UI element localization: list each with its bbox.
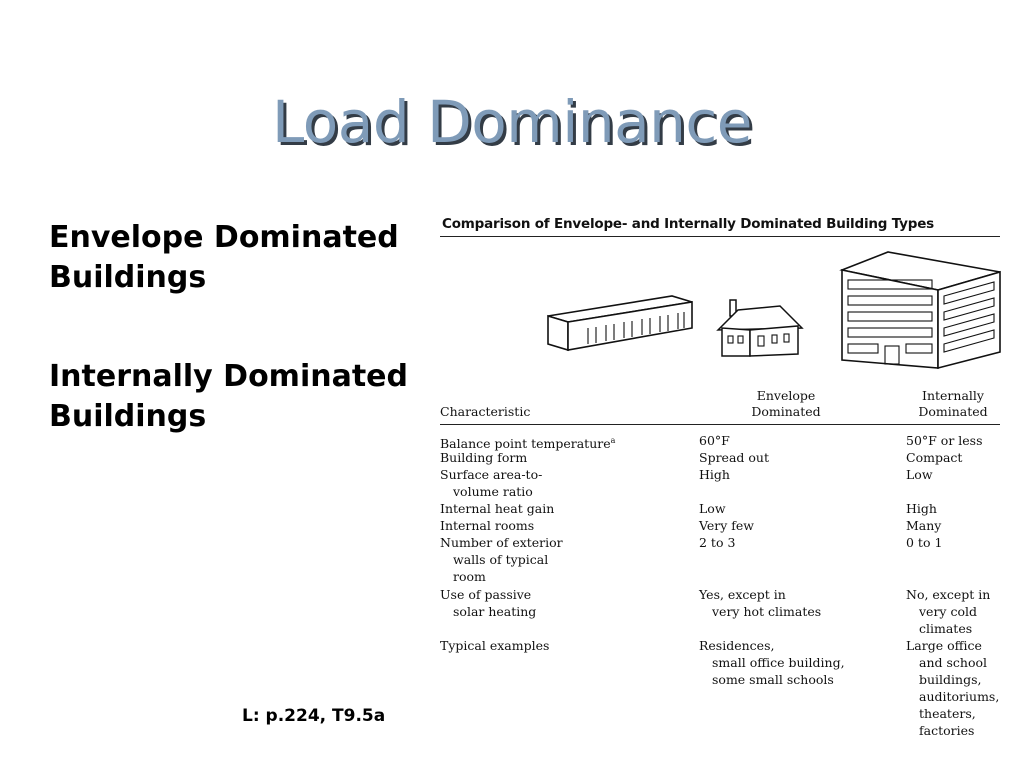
bullet-envelope-dominated: Envelope Dominated Buildings: [49, 220, 399, 295]
table-cell-c0: [440, 637, 680, 654]
cell-line: Spread out: [699, 450, 769, 465]
table-cell-c1: [699, 534, 899, 551]
cell-line: Large office: [906, 638, 982, 653]
table-cell-c1: [699, 637, 899, 688]
table-cell-c1: [699, 466, 899, 483]
table-cell-c2: [906, 517, 1016, 534]
building-illustrations: [438, 212, 1008, 372]
cell-line: auditoriums,: [919, 689, 1000, 704]
cell-line: No, except in: [906, 587, 991, 602]
cell-line: room: [453, 569, 486, 584]
bullet-internally-dominated: Internally Dominated Buildings: [49, 359, 408, 434]
table-cell-c2: [906, 466, 1016, 483]
cell-line: Many: [906, 518, 942, 533]
header-internal: [898, 388, 1008, 420]
reference-citation: L: p.224, T9.5a: [242, 706, 386, 726]
cell-line: and school: [919, 655, 987, 670]
cell-line: Very few: [699, 518, 755, 533]
cell-line: climates: [919, 621, 973, 636]
table-cell-c0: [440, 586, 680, 620]
table-cell-c1: [699, 500, 899, 517]
cell-line: High: [699, 467, 730, 482]
header-internal-line1: Internally: [922, 388, 984, 403]
cell-line: Building form: [440, 450, 528, 465]
table-cell-c0: [440, 534, 680, 585]
cell-line: Yes, except in: [699, 587, 786, 602]
table-cell-c1: [699, 449, 899, 466]
header-characteristic: Characteristic: [440, 404, 531, 419]
cell-line: Compact: [906, 450, 963, 465]
cell-line: some small schools: [712, 672, 834, 687]
slide-title: Load Dominance: [272, 88, 752, 156]
table-cell-c0: [440, 517, 680, 534]
cell-line: Number of exterior: [440, 535, 563, 550]
table-cell-c1: [699, 432, 899, 449]
table-cell-c2: [906, 637, 1016, 739]
cell-line: very hot climates: [712, 604, 822, 619]
cell-line: Typical examples: [440, 638, 550, 653]
table-cell-c1: [699, 586, 899, 620]
table-cell-c2: [906, 500, 1016, 517]
cell-line: Residences,: [699, 638, 775, 653]
cell-line: Low: [906, 467, 933, 482]
table-cell-c2: [906, 586, 1016, 637]
cell-line: Internal rooms: [440, 518, 535, 533]
header-internal-line2: Dominated: [918, 404, 988, 419]
cell-line: buildings,: [919, 672, 982, 687]
header-envelope: [726, 388, 846, 420]
table-cell-c1: [699, 517, 899, 534]
cell-line: solar heating: [453, 604, 537, 619]
cell-line: 0 to 1: [906, 535, 943, 550]
house-drawing: [718, 300, 802, 356]
cell-line: Balance point temperature$^a$: [440, 436, 616, 452]
cell-line: walls of typical: [453, 552, 549, 567]
cell-line: Use of passive: [440, 587, 532, 602]
header-envelope-line1: Envelope: [756, 388, 816, 403]
header-envelope-line2: Dominated: [751, 404, 821, 419]
table-caption: Comparison of Envelope- and Internally Dominated Building Types: [442, 216, 935, 232]
cell-line: Surface area-to-: [440, 467, 543, 482]
low-building-drawing: [548, 296, 692, 350]
cell-line: small office building,: [712, 655, 845, 670]
office-block-drawing: [842, 252, 1000, 368]
cell-line: very cold: [919, 604, 977, 619]
footnote-marker: a: [610, 436, 616, 445]
table-cell-c2: [906, 449, 1016, 466]
header-rule: [440, 424, 1000, 425]
cell-line: 50°F or less: [906, 433, 983, 448]
cell-line: 60°F: [699, 433, 730, 448]
cell-line: High: [906, 501, 937, 516]
table-cell-c2: [906, 534, 1016, 551]
bullet-list: [49, 218, 429, 496]
table-cell-c0: [440, 500, 680, 517]
cell-line: Low: [699, 501, 726, 516]
cell-line: theaters,: [919, 706, 976, 721]
cell-line: Internal heat gain: [440, 501, 555, 516]
cell-line: factories: [919, 723, 975, 738]
cell-line: 2 to 3: [699, 535, 736, 550]
cell-line: volume ratio: [453, 484, 533, 499]
comparison-table-figure: [438, 212, 1008, 752]
table-cell-c2: [906, 432, 1016, 449]
table-cell-c0: [440, 449, 680, 466]
table-cell-c0: [440, 466, 680, 500]
